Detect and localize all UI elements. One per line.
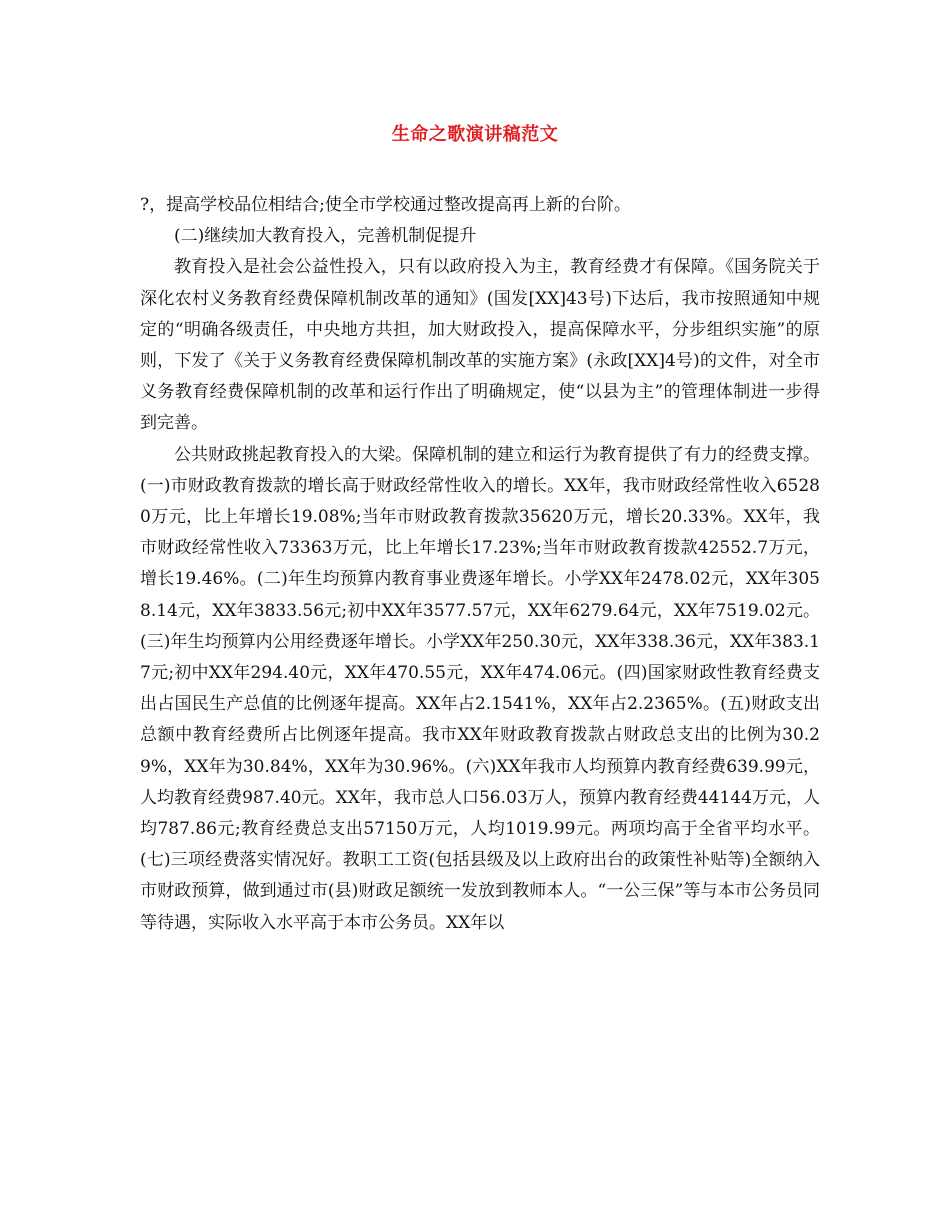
paragraph: 教育投入是社会公益性投入，只有以政府投入为主，教育经费才有保障。《国务院关于深化农村义务教育经费保障机制改革的通知》(国发[XX]43号)下达后，我市按照通知中规定的“明确各级责任，中央地方共担，加大财政投入，提高保障水平，分步组织实施”的原则，下发了《关于义务教育经费保障机制改革的实施方案》(永政[XX]4号)的文件，对全市义务教育经费保障机制的改革和运行作出了明确规定，使“以县为主”的管理体制进一步得到完善。	[140, 257, 820, 434]
paragraph: 公共财政挑起教育投入的大梁。保障机制的建立和运行为教育提供了有力的经费支撑。(一)市财政教育拨款的增长高于财政经常性收入的增长。XX年，我市财政经常性收入65280万元，比上年增长19.08%;当年市财政教育拨款35620万元，增长20.33%。XX年，我市财政经常性收入73363万元，比上年增长17.23%;当年市财政教育拨款42552.7万元，增长19.46%。(二)年生均预算内教育事业费逐年增长。小学XX年2478.02元，XX年3058.14元，XX年3833.56元;初中XX年3577.57元，XX年6279.64元，XX年7519.02元。(三)年生均预算内公用经费逐年增长。小学XX年250.30元，XX年338.36元，XX年383.17元;初中XX年294.40元，XX年470.55元，XX年474.06元。(四)国家财政性教育经费支出占国民生产总值的比例逐年提高。XX年占2.1541%，XX年占2.2365%。(五)财政支出总额中教育经费所占比例逐年提高。我市XX年财政教育拨款占财政总支出的比例为30.29%，XX年为30.84%，XX年为30.96%。(六)XX年我市人均预算内教育经费639.99元，人均教育经费987.40元。XX年，我市总人口56.03万人，预算内教育经费44144万元，人均787.86元;教育经费总支出57150万元，人均1019.99元。两项均高于全省平均水平。(七)三项经费落实情况好。教职工工资(包括县级及以上政府出台的政策性补贴等)全额纳入市财政预算，做到通过市(县)财政足额统一发放到教师本人。“一公三保”等与本市公务员同等待遇，实际收入水平高于本市公务员。XX年以	[140, 444, 820, 933]
paragraph-continuation: ?，提高学校品位相结合;使全市学校通过整改提高再上新的台阶。	[140, 195, 631, 215]
document-body	[140, 190, 820, 939]
document-title: 生命之歌演讲稿范文	[391, 124, 559, 145]
section-heading: (二)继续加大教育投入，完善机制促提升	[174, 226, 477, 247]
